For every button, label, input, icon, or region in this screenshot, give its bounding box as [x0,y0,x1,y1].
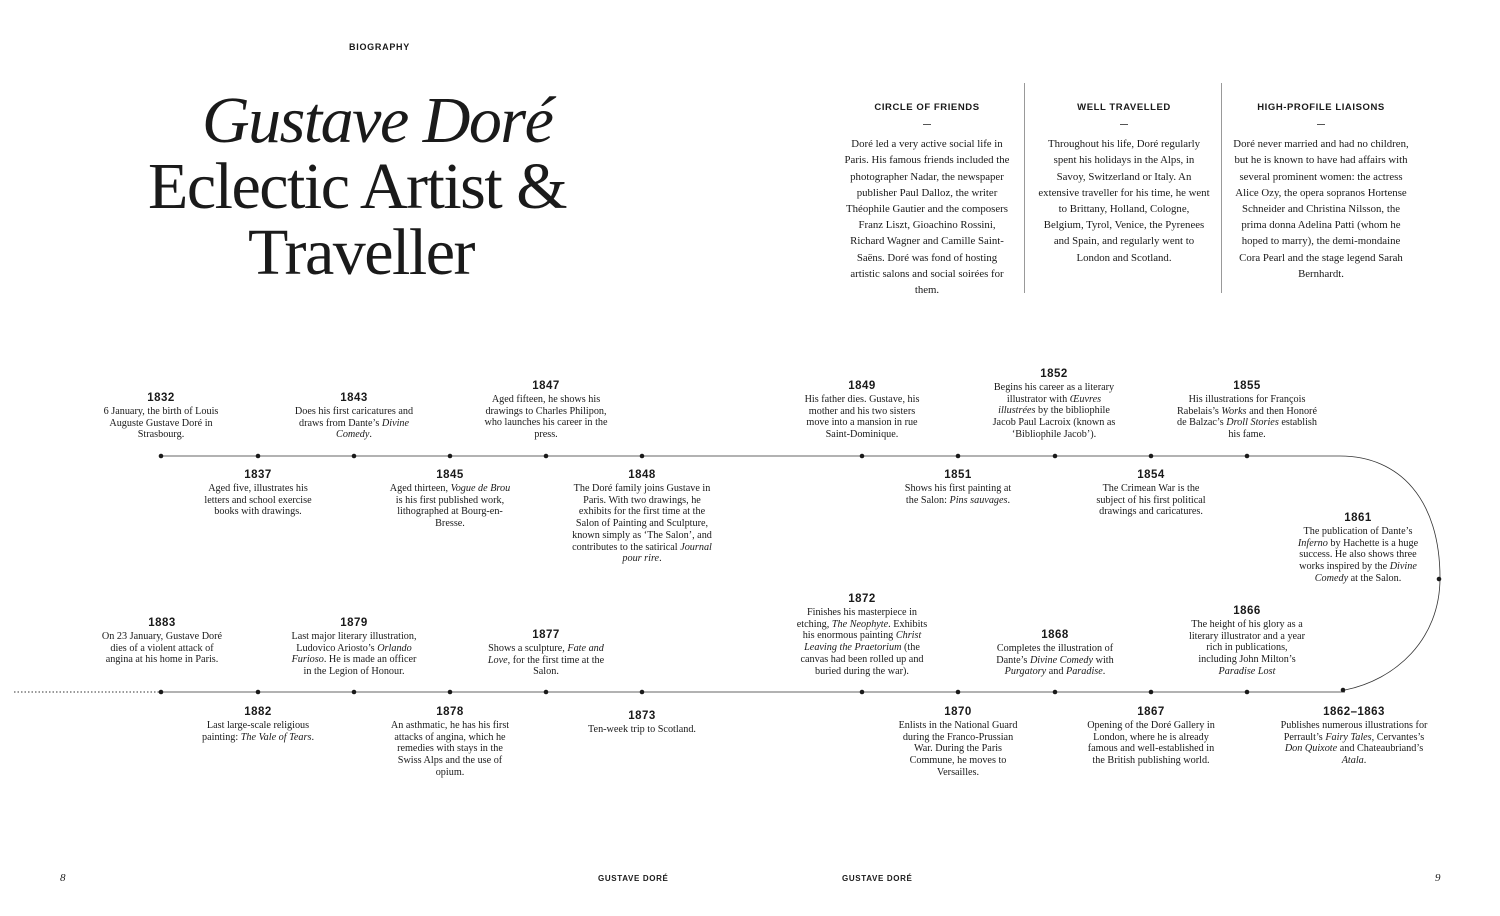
event-text: . Exhibits his enormous painting [802,618,928,642]
timeline-event-1877 [486,628,606,678]
event-text: is his first published work, lithographed at Bourg-en-Bresse. [395,494,505,530]
event-year: 1837 [244,469,272,481]
timeline-event-1872 [792,592,932,677]
event-text-italic: Christ Leaving the Praetorium [804,630,922,654]
event-text: 6 January, the birth of Louis Auguste Gustave Doré in Strasbourg. [103,406,219,441]
running-title-left: GUSTAVE DORÉ [598,874,669,883]
column-text: Doré never married and had no children, but he is known to have had affairs with several prominent women: the actress Alice Ozy, the opera sopranos Hortense Schneider and Christina Nilsson, the prima donna Adelina Patti (whom he hoped to marry), the demi-mondaine Cora Pearl and the stage legend Sarah Bernhardt. [1233,138,1409,280]
event-text: at the Salon. [1348,572,1402,584]
event-year: 1861 [1344,512,1372,524]
event-text: Begins his career as a literary illustrator with [993,382,1115,405]
event-text: Aged thirteen, [389,483,451,494]
event-text-italic: Droll Stories [1226,417,1279,429]
event-text: Ten-week trip to Scotland. [588,724,696,735]
event-year: 1873 [628,710,656,722]
event-text: Last large-scale religious painting: [202,720,310,743]
timeline-event-1845 [386,468,514,530]
event-year: 1868 [1041,629,1069,641]
event-text-italic: The Neophyte [831,618,889,630]
event-text: The publication of Dante’s [1303,526,1413,537]
timeline-event-1868 [990,628,1120,678]
event-text-italic: Fate and Love [487,643,604,666]
timeline-event-1861 [1290,511,1426,585]
timeline-event-1878 [386,705,514,779]
timeline-event-1848 [568,468,716,565]
event-year: 1852 [1040,368,1068,380]
event-year: 1866 [1233,605,1261,617]
event-text: and then Honoré de Balzac’s [1177,405,1317,429]
event-text-italic: Atala [1341,755,1364,767]
event-year: 1877 [532,629,560,641]
event-text: and Chateaubriand’s [1337,743,1424,755]
event-year: 1870 [944,706,972,718]
timeline-event-1849 [799,379,925,441]
timeline-event-1883 [96,616,228,666]
event-text: . [1102,666,1106,678]
timeline-event-1847 [484,379,608,441]
timeline-event-1852 [987,367,1121,441]
event-text: . [369,429,372,441]
section-label: BIOGRAPHY [349,42,410,52]
event-text: by Hachette is a huge success. He also shows three works inspired by the [1299,537,1419,573]
event-text: . [1007,494,1011,506]
event-text: Does his first caricatures and draws from Dante’s [294,406,414,429]
event-text: Shows a sculpture, [488,643,568,654]
title-line-2: Eclectic Artist & [148,150,567,223]
event-text-italic: Divine Comedy [336,417,410,441]
event-year: 1848 [628,469,656,481]
event-text: with [1093,654,1114,666]
event-text-italic: Don Quixote [1284,743,1338,755]
event-year: 1867 [1137,706,1165,718]
column-text: Throughout his life, Doré regularly spent his holidays in the Alps, in Savoy, Switzerland or Italy. An extensive traveller for his time, he went to Brittany, Holland, Cologne, Belgium, Tyrol, Venice, the Pyrenees and Spain, and regularly went to London and Scotland. [1038,138,1210,264]
timeline-event-1843 [289,391,419,441]
event-text: Shows his first painting at the Salon: [904,483,1012,506]
event-text: The Doré family joins Gustave in Paris. With two drawings, he exhibits for the first time at the Salon of Painting and Sculpture, known simply as ‘The Salon’, and contributes to the satirical [572,483,712,553]
event-text: (the canvas had been rolled up and buried during the war). [800,642,924,677]
event-text-italic: Divine Comedy [1029,654,1094,666]
column-heading: CIRCLE OF FRIENDS [874,102,980,113]
event-text: Opening of the Doré Gallery in London, where he is already famous and well-established in the British publishing world. [1087,720,1215,767]
event-year: 1832 [147,392,175,404]
event-text: The Crimean War is the subject of his first political drawings and caricatures. [1096,483,1206,518]
event-text: Finishes his masterpiece in etching, [796,607,918,630]
event-text: Publishes numerous illustrations for Perrault’s [1280,720,1428,743]
event-text: by the bibliophile Jacob Paul Lacroix (known as ‘Bibliophile Jacob’). [992,405,1116,440]
event-text: . [1363,755,1367,767]
timeline-event-1867 [1086,705,1216,767]
event-year: 1843 [340,392,368,404]
event-text: The height of his glory as a literary illustrator and a year rich in publications, including John Milton’s [1189,619,1305,666]
event-year: 1849 [848,380,876,392]
event-year: 1882 [244,706,272,718]
event-text-italic: The Vale of Tears [240,731,312,743]
event-text-italic: Divine Comedy [1314,561,1417,584]
event-year: 1845 [436,469,464,481]
timeline-event-1862-1863 [1274,705,1434,767]
timeline-event-1879 [288,616,420,678]
event-text-italic: Fairy Tales [1325,731,1372,743]
timeline-event-1855 [1177,379,1317,441]
timeline-event-1873 [578,709,706,736]
event-text: , for the first time at the Salon. [507,654,605,678]
title-line-3: Traveller [248,216,475,289]
event-text: On 23 January, Gustave Doré dies of a violent attack of angina at his home in Paris. [101,631,223,666]
event-year: 1851 [944,469,972,481]
event-text: . He is made an officer in the Legion of Honour. [303,654,417,678]
event-text-italic: Pins sauvages [949,494,1008,506]
column-text: Doré led a very active social life in Paris. His famous friends included the photographer Nadar, the newspaper publisher Paul Dalloz, the writer Théophile Gautier and the composers Franz Liszt, Gioachino Rossini, Richard Wagner and Camille Saint-Saëns. Doré was fond of hosting artistic salons and social soirées for them. [844,138,1010,297]
event-text: His illustrations for François Rabelais’s [1177,394,1306,417]
event-text-italic: Œuvres illustrées [998,393,1102,417]
column-heading: HIGH-PROFILE LIAISONS [1257,102,1385,113]
event-year: 1855 [1233,380,1261,392]
event-text: and [1046,666,1066,678]
event-text-italic: Inferno [1297,537,1328,549]
timeline-event-1870 [894,705,1022,779]
event-text-italic: Paradise [1065,666,1103,678]
event-text: . [311,731,314,743]
event-text: Aged fifteen, he shows his drawings to Charles Philipon, who launches his career in the press. [484,394,608,441]
event-text: Completes the illustration of Dante’s [996,643,1114,666]
timeline-event-1837 [196,468,320,518]
event-text-italic: Purgatory [1004,666,1047,678]
event-text-italic: Orlando Furioso [291,642,412,666]
event-text: . [659,553,662,565]
column-heading: WELL TRAVELLED [1077,102,1171,113]
event-text: An asthmatic, he has his first attacks of angina, which he remedies with stays in the Swiss Alps and the use of opium. [390,720,510,778]
timeline-event-1866 [1188,604,1306,678]
event-text: Aged five, illustrates his letters and school exercise books with drawings. [204,483,312,518]
event-text-italic: Paradise Lost [1218,665,1276,677]
event-text: Enlists in the National Guard during the Franco-Prussian War. During the Paris Commune, he moves to Versailles. [898,720,1018,778]
event-year: 1854 [1137,469,1165,481]
event-text: establish his fame. [1228,417,1317,441]
event-year: 1878 [436,706,464,718]
title-line-1: Gustave Doré [202,84,553,157]
event-year: 1872 [848,593,876,605]
event-text: , Cervantes’s [1371,731,1425,743]
timeline-event-1854 [1088,468,1214,518]
event-year: 1847 [532,380,560,392]
timeline-event-1832 [96,391,226,441]
page-number-left: 8 [60,872,66,884]
timeline-event-1851 [898,468,1018,506]
page-number-right: 9 [1435,872,1441,884]
event-text: Last major literary illustration, Ludovico Ariosto’s [291,631,417,654]
event-text-italic: Vogue de Brou [450,483,511,494]
event-text-italic: Works [1221,405,1247,417]
event-year: 1879 [340,617,368,629]
event-year: 1862–1863 [1323,706,1385,718]
running-title-right: GUSTAVE DORÉ [842,874,913,883]
event-text-italic: Journal pour rire [622,541,712,565]
timeline-event-1882 [196,705,320,743]
event-year: 1883 [148,617,176,629]
event-text: His father dies. Gustave, his mother and his two sisters move into a mansion in rue Saint-Dominique. [804,394,920,441]
